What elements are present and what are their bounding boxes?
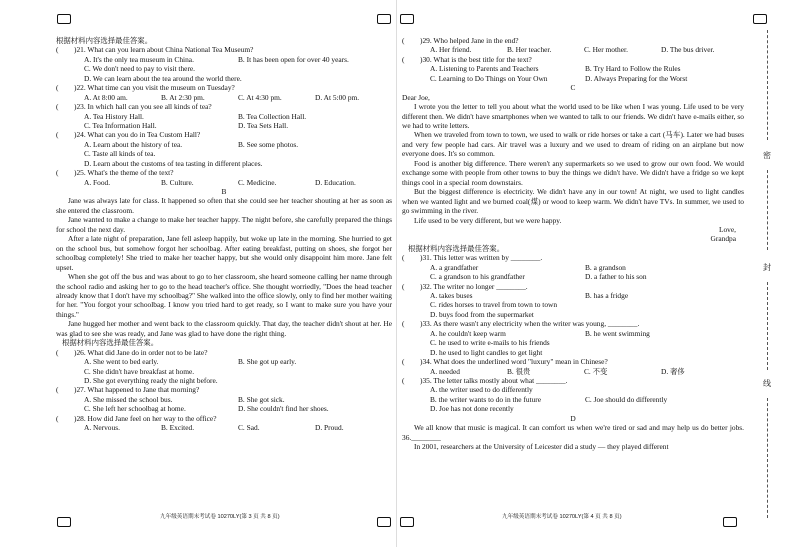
answer-option: C. rides horses to travel from town to town (430, 300, 558, 310)
answer-option: C. Medicine. (238, 177, 277, 187)
answer-option: B. At 2:30 pm. (161, 92, 205, 102)
answer-option: C. a grandson to his grandfather (430, 272, 525, 282)
answer-option: C. 不变 (584, 366, 608, 376)
answer-option: A. he couldn't keep warm (430, 328, 506, 338)
answer-options (402, 338, 744, 347)
answer-option: B. Excited. (161, 423, 195, 433)
answer-options (56, 149, 392, 158)
question-stem (56, 348, 392, 357)
paragraph: Life used to be very different, but we were happy. (414, 215, 562, 225)
question-stem (56, 102, 392, 111)
answer-option: B. the writer wants to do in the future (430, 394, 542, 404)
answer-options (56, 159, 392, 168)
answer-options (402, 263, 744, 272)
answer-option: D. buys food from the supermarket (430, 309, 534, 319)
answer-option: D. She got everything ready the night before. (84, 375, 218, 385)
question-text: )23. In which hall can you see all kinds of tea? (74, 102, 212, 112)
instruction: 根据材料内容选择最佳答案。 (408, 243, 505, 253)
letter-signoff: Love, (718, 224, 736, 234)
answer-bracket[interactable]: ( (56, 130, 59, 140)
paragraph: But the biggest difference is electricity. We didn't have any in our town! At night, we used to light candles when we wanted light and we burned coal(煤) or wood to keep warm. We didn't have TVs. In summer, we used to go swimming in the river. (402, 187, 744, 216)
answer-option: A. Nervous. (84, 423, 120, 433)
answer-options (56, 423, 392, 432)
page-footer: 九年级英语期末考试卷 10270LY(第 4 页 共 8 页) (502, 514, 622, 520)
seal-line (767, 398, 768, 518)
answer-option: C. Joe should do differently (585, 394, 668, 404)
question-list-21-25 (56, 45, 392, 187)
answer-option: A. the writer used to do differently (430, 385, 533, 395)
answer-options (56, 93, 392, 102)
registration-mark (400, 14, 414, 24)
answer-option: C. Her mother. (584, 45, 628, 55)
answer-bracket[interactable]: ( (56, 168, 59, 178)
answer-bracket[interactable]: ( (56, 83, 59, 93)
instruction: 根据材料内容选择最佳答案。 (56, 36, 153, 45)
answer-option: D. Joe has not done recently (430, 404, 514, 414)
answer-bracket[interactable]: ( (402, 319, 405, 329)
question-stem (56, 130, 392, 139)
seal-line (767, 282, 768, 370)
answer-option: D. Tea Sets Hall. (238, 120, 289, 130)
question-stem (56, 45, 392, 54)
answer-option: C. Tea Information Hall. (84, 120, 157, 130)
question-text: )33. As there wasn't any electricity when the writer was young, ________. (420, 319, 640, 329)
answer-option: D. At 5:00 pm. (315, 92, 360, 102)
answer-bracket[interactable]: ( (56, 385, 59, 395)
answer-option: A. Learn about the history of tea. (84, 139, 183, 149)
answer-bracket[interactable]: ( (56, 413, 59, 423)
section-b-heading: B (221, 187, 227, 196)
question-stem (56, 83, 392, 92)
answer-option: B. It has been open for over 40 years. (238, 54, 349, 64)
answer-options (56, 74, 392, 83)
right-column (402, 36, 744, 452)
answer-options (402, 404, 744, 413)
answer-option: B. 很贵 (507, 366, 531, 376)
answer-option: C. She didn't have breakfast at home. (84, 366, 195, 376)
left-column (56, 36, 392, 433)
answer-options (402, 64, 744, 73)
answer-options (402, 272, 744, 281)
paragraph: Jane hugged her mother and went back to the classroom quickly. That day, the teacher didn't shout at her. He was glad to see she was ready, and Jane was glad to have done the right thing. (56, 319, 392, 338)
answer-bracket[interactable]: ( (402, 357, 405, 367)
letter-greeting: Dear Joe, (402, 92, 430, 102)
registration-mark (753, 14, 767, 24)
answer-options (56, 376, 392, 385)
answer-option: D. The bus driver. (661, 45, 715, 55)
answer-option: D. a father to his son (585, 272, 647, 282)
page-footer: 九年级英语期末考试卷 10270LY(第 3 页 共 8 页) (160, 514, 280, 520)
paragraph: When we traveled from town to town, we used to walk or ride horses or take a cart (马车). Later we had buses and very few people had cars. Air travel was a luxury and we used to dream of riding on an airplane but now everyone does. It's so common. (402, 130, 744, 159)
answer-options (402, 385, 744, 394)
answer-option: A. It's the only tea museum in China. (84, 54, 194, 64)
answer-options (56, 367, 392, 376)
answer-option: C. We don't need to pay to visit there. (84, 64, 196, 74)
answer-options (402, 45, 744, 54)
question-stem (56, 168, 392, 177)
paragraph: Food is another big difference. There weren't any supermarkets so we used to grow our own food. We would exchange some with people from other towns to buy the things we didn't have. We didn't have a fridge so we kept things cool in a special room downstairs. (402, 158, 744, 187)
registration-mark (57, 517, 71, 527)
answer-bracket[interactable]: ( (402, 253, 405, 263)
answer-options (402, 300, 744, 309)
paragraph: In 2001, researchers at the University of Leicester did a study — they played different (414, 442, 669, 452)
answer-options (402, 310, 744, 319)
answer-option: D. She couldn't find her shoes. (238, 404, 329, 414)
letter-signature: Grandpa (710, 234, 736, 244)
answer-option: A. Tea History Hall. (84, 111, 144, 121)
registration-mark (723, 517, 737, 527)
question-stem (402, 55, 744, 64)
answer-options (402, 395, 744, 404)
passage-b (56, 196, 392, 338)
passage-d (402, 423, 744, 451)
question-list-31-35 (402, 253, 744, 413)
answer-bracket[interactable]: ( (56, 45, 59, 55)
question-text: )31. This letter was written by ________. (420, 253, 543, 263)
answer-option: C. She left her schoolbag at home. (84, 404, 186, 414)
answer-options (56, 404, 392, 413)
question-stem (402, 36, 744, 45)
seal-char: 密 (763, 151, 771, 160)
question-text: )21. What can you learn about China National Tea Museum? (74, 45, 254, 55)
question-stem (56, 385, 392, 394)
paragraph: Jane wanted to make a change to make her teacher happy. The night before, she carefully prepared the things for school the next day. (56, 215, 392, 234)
seal-line (767, 170, 768, 250)
question-text: )22. What time can you visit the museum on Tuesday? (74, 83, 235, 93)
answer-bracket[interactable]: ( (56, 347, 59, 357)
answer-options (402, 74, 744, 83)
question-text: )25. What's the theme of the text? (74, 168, 174, 178)
answer-option: A. takes buses (430, 291, 473, 301)
question-text: )30. What is the best title for the text? (420, 54, 532, 64)
answer-option: B. a grandson (585, 262, 626, 272)
answer-option: C. At 4:30 pm. (238, 92, 282, 102)
answer-bracket[interactable]: ( (402, 54, 405, 64)
answer-options (56, 64, 392, 73)
question-stem (402, 376, 744, 385)
answer-options (402, 329, 744, 338)
question-list-26-28 (56, 348, 392, 433)
section-d-heading: D (570, 413, 576, 423)
answer-option: A. At 8:00 am. (84, 92, 128, 102)
answer-option: B. Her teacher. (507, 45, 552, 55)
question-text: )28. How did Jane feel on her way to the office? (74, 413, 217, 423)
question-text: )27. What happened to Jane that morning? (74, 385, 200, 395)
answer-bracket[interactable]: ( (402, 375, 405, 385)
paragraph: When she got off the bus and was about to go to her classroom, she heard someone calling her name through the school radio and asking her to go to the head teacher's office. She thought worriedly, "Does the head teacher already know that I don't have my schoolbag?" She walked into the office slowly, only to find her mother waiting for her. "You forgot your schoolbag. I know you tried hard to get ready, so I want to make sure you have your things." (56, 272, 392, 319)
answer-option: D. Always Preparing for the Worst (585, 73, 688, 83)
answer-option: A. She went to bed early. (84, 357, 159, 367)
section-c-heading: C (570, 83, 576, 93)
answer-option: A. Listening to Parents and Teachers (430, 64, 539, 74)
answer-option: A. Food. (84, 177, 111, 187)
answer-options (56, 121, 392, 130)
letter-body (402, 102, 744, 225)
answer-option: C. he used to write e-mails to his friends (430, 338, 550, 348)
question-list-29-30 (402, 36, 744, 83)
answer-option: B. She got sick. (238, 394, 285, 404)
answer-option: D. he used to light candles to get light (430, 347, 543, 357)
answer-option: A. Her friend. (430, 45, 472, 55)
question-text: )26. What did Jane do in order not to be late? (74, 347, 208, 357)
paragraph: We all know that music is magical. It can comfort us when we're tired or sad and may help us do better jobs. 36.________ (402, 423, 744, 442)
answer-option: B. Try Hard to Follow the Rules (585, 64, 681, 74)
answer-bracket[interactable]: ( (402, 281, 405, 291)
answer-option: D. Learn about the customs of tea tasting in different places. (84, 158, 263, 168)
answer-option: C. Sad. (238, 423, 260, 433)
answer-option: B. Culture. (161, 177, 194, 187)
registration-mark (400, 517, 414, 527)
answer-options (56, 395, 392, 404)
paragraph: I wrote you the letter to tell you about what the world used to be like when I was young. Life used to be very different then. We didn't have smartphones when we wanted to talk to our friends. We didn't have e-mails either, so we had to write letters. (402, 102, 744, 130)
question-stem (402, 253, 744, 262)
answer-options (56, 112, 392, 121)
question-stem (402, 319, 744, 328)
answer-option: B. Tea Collection Hall. (238, 111, 307, 121)
right-page (397, 0, 794, 547)
question-text: )34. What does the underlined word "luxury" mean in Chinese? (420, 357, 608, 367)
answer-option: A. She missed the school bus. (84, 394, 173, 404)
question-stem (56, 414, 392, 423)
answer-option: B. See some photos. (238, 139, 299, 149)
answer-options (56, 55, 392, 64)
registration-mark (57, 14, 71, 24)
answer-options (56, 357, 392, 366)
question-stem (402, 282, 744, 291)
answer-options (402, 291, 744, 300)
question-text: )24. What can you do in Tea Custom Hall? (74, 130, 201, 140)
paragraph: Jane was always late for class. It happened so often that she could see her teacher shouting at her as soon as she entered the classroom. (56, 196, 392, 215)
seal-char: 封 (763, 263, 771, 272)
question-text: )29. Who helped Jane in the end? (420, 36, 519, 45)
answer-options (402, 348, 744, 357)
answer-option: D. 奢侈 (661, 366, 685, 376)
answer-option: D. Education. (315, 177, 356, 187)
answer-option: A. a grandfather (430, 262, 479, 272)
question-text: )32. The writer no longer ________. (420, 281, 528, 291)
answer-options (56, 178, 392, 187)
answer-option: B. She got up early. (238, 357, 297, 367)
answer-option: D. Proud. (315, 423, 344, 433)
answer-bracket[interactable]: ( (402, 36, 405, 45)
registration-mark (377, 517, 391, 527)
answer-option: A. needed (430, 366, 460, 376)
question-text: )35. The letter talks mostly about what ________. (420, 375, 568, 385)
seal-char: 线 (763, 379, 771, 388)
answer-option: C. Taste all kinds of tea. (84, 149, 156, 159)
question-stem (402, 357, 744, 366)
answer-option: C. Learning to Do Things on Your Own (430, 73, 548, 83)
seal-line (767, 30, 768, 140)
paragraph: After a late night of preparation, Jane fell asleep happily, but woke up late in the morning. She hurried to get on the school bus, but somehow forgot her schoolbag. After eating breakfast, putting on shoes, she forgot her schoolbag completely! She tried to make her teacher happy, but she would only disappoint him more. Jane felt upset. (56, 234, 392, 272)
answer-bracket[interactable]: ( (56, 102, 59, 112)
answer-options (402, 367, 744, 376)
registration-mark (377, 14, 391, 24)
instruction: 根据材料内容选择最佳答案。 (62, 338, 159, 348)
answer-option: D. We can learn about the tea around the world there. (84, 73, 242, 83)
answer-option: B. he went swimming (585, 328, 650, 338)
answer-option: B. has a fridge (585, 291, 629, 301)
answer-options (56, 140, 392, 149)
